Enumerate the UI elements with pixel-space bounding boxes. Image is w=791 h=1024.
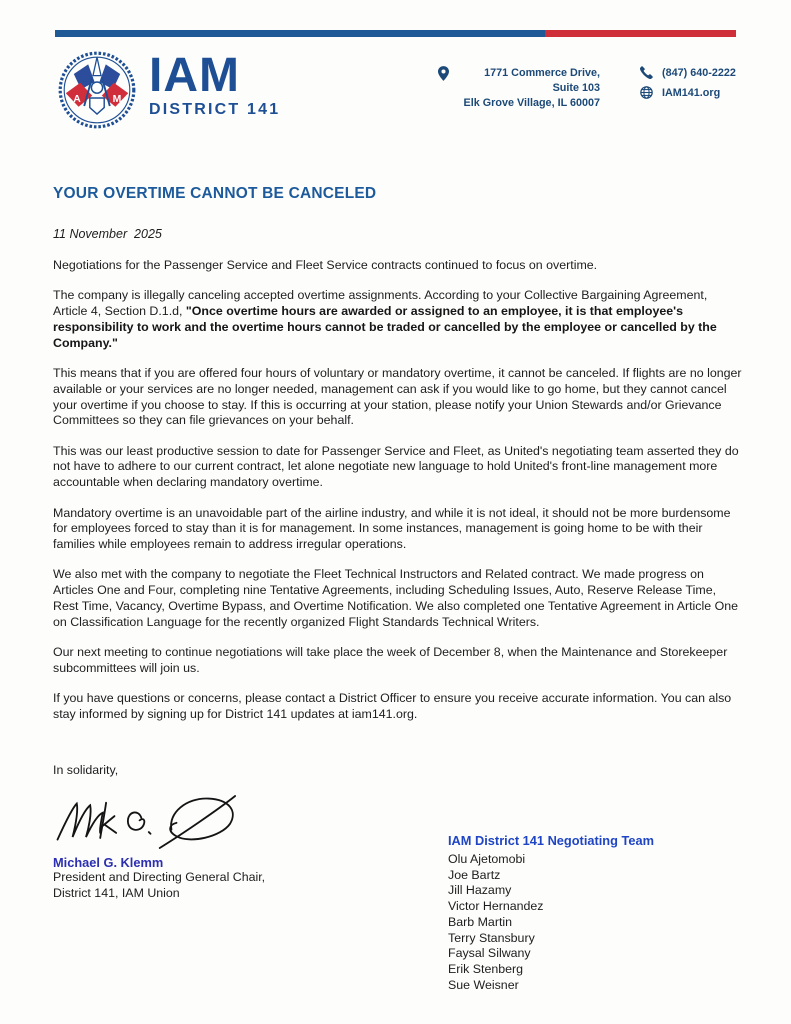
logo-wordmark xyxy=(149,50,280,119)
paragraph-3: This means that if you are offered four hours of voluntary or mandatory overtime, it cannot be canceled. If flights are no longer available or your services are no longer needed, management can ask if you would like to go home, but they cannot cancel your overtime if you choose to stay. If this is occurring at your station, please notify your Union Stewards and/or Grievance Committees so they can file grievances on your behalf. xyxy=(53,365,742,428)
team-member: Olu Ajetomobi xyxy=(448,852,526,866)
team-member: Jill Hazamy xyxy=(448,883,512,898)
team-member: Terry Stansbury xyxy=(448,930,535,945)
logo-acronym: IAM xyxy=(149,49,240,102)
team-member: Victor Hernandez xyxy=(448,899,544,914)
address-line-1: 1771 Commerce Drive, Suite 103 xyxy=(484,67,600,94)
team-member: Faysal Silwany xyxy=(448,946,531,961)
closing-salutation: In solidarity, xyxy=(53,763,119,777)
team-member: Sue Weisner xyxy=(448,977,519,992)
header-accent-bar xyxy=(55,30,736,37)
location-pin-icon xyxy=(438,66,449,81)
contact-address xyxy=(438,66,600,111)
iam-union-emblem-icon xyxy=(57,50,137,130)
team-member: Barb Martin xyxy=(448,914,513,929)
paragraph-8: If you have questions or concerns, please contact a District Officer to ensure you receive accurate information. You can also stay informed by signing up for District 141 updates at iam141.org. xyxy=(53,691,732,722)
address-lines xyxy=(457,66,600,111)
contact-info xyxy=(438,66,736,111)
paragraph-6: We also met with the company to negotiate the Fleet Technical Instructors and Related contract. We made progress on Articles One and Four, completing nine Tentative Agreements, including Scheduling Issues, Auto, Reserve Release Time, Rest Time, Vacancy, Overtime Bypass, and Overtime Notification. We also completed one Tentative Agreement in Article One on Classification Language for the recently organized Flight Standards Technical Writers. xyxy=(53,567,739,629)
paragraph-2 xyxy=(53,288,742,351)
phone-icon xyxy=(640,66,653,79)
accent-bar-red-segment xyxy=(545,30,736,37)
organization-logo xyxy=(57,50,280,130)
address-line-2: Elk Grove Village, IL 60007 xyxy=(463,97,600,109)
negotiating-team-heading: IAM District 141 Negotiating Team xyxy=(448,833,654,848)
team-member: Joe Bartz xyxy=(448,867,501,882)
handwritten-signature-image xyxy=(53,791,248,853)
letter-headline: YOUR OVERTIME CANNOT BE CANCELED xyxy=(53,185,377,202)
contact-phone-row xyxy=(640,66,736,81)
accent-bar-blue-segment xyxy=(55,30,545,37)
paragraph-7: Our next meeting to continue negotiations will take place the week of December 8, when the Maintenance and Storekeeper subcommittees will join us. xyxy=(53,645,728,675)
paragraph-1: Negotiations for the Passenger Service and Fleet Service contracts continued to focus on overtime. xyxy=(53,258,598,272)
signer-name: Michael G. Klemm xyxy=(53,855,164,870)
paragraph-4: This was our least productive session to date for Passenger Service and Fleet, as United's negotiating team asserted they do not have to adhere to our current contract, let alone negotiate new language to hold United's front-line management more accountable when declaring mandatory overtime. xyxy=(53,443,739,490)
signer-title-line-2: District 141, IAM Union xyxy=(53,885,180,900)
contact-website: IAM141.org xyxy=(662,87,721,99)
letter-date: 11 November 2025 xyxy=(53,227,162,241)
paragraph-2-contract-quote: "Once overtime hours are awarded or assigned to an employee, it is that employee's responsibility to work and the overtime hours cannot be traded or cancelled by the employee or cancelled by the Company." xyxy=(53,304,717,350)
svg-text:A: A xyxy=(73,94,81,105)
negotiating-team-list xyxy=(448,833,748,993)
paragraph-2-intro: The company is illegally canceling accepted overtime assignments. According to your Collective Bargaining Agreement, Article 4, Section D.1.d, xyxy=(53,288,708,319)
globe-icon xyxy=(640,86,653,99)
contact-website-row xyxy=(640,86,736,101)
signature-block xyxy=(53,763,383,901)
svg-text:M: M xyxy=(112,94,122,105)
team-member: Erik Stenberg xyxy=(448,961,524,976)
logo-district-label: DISTRICT 141 xyxy=(149,101,281,118)
paragraph-5: Mandatory overtime is an unavoidable part of the airline industry, and while it is not ideal, it should not be more burdensome for employees forced to stay than it is for management. In some instances, management is going home to be with their families while employees remain to address irregular operations. xyxy=(53,505,731,552)
contact-phone-web xyxy=(640,66,736,111)
signer-title-line-1: President and Directing General Chair, xyxy=(53,870,266,884)
contact-phone: (847) 640-2222 xyxy=(662,67,736,79)
letter-body xyxy=(53,185,742,737)
